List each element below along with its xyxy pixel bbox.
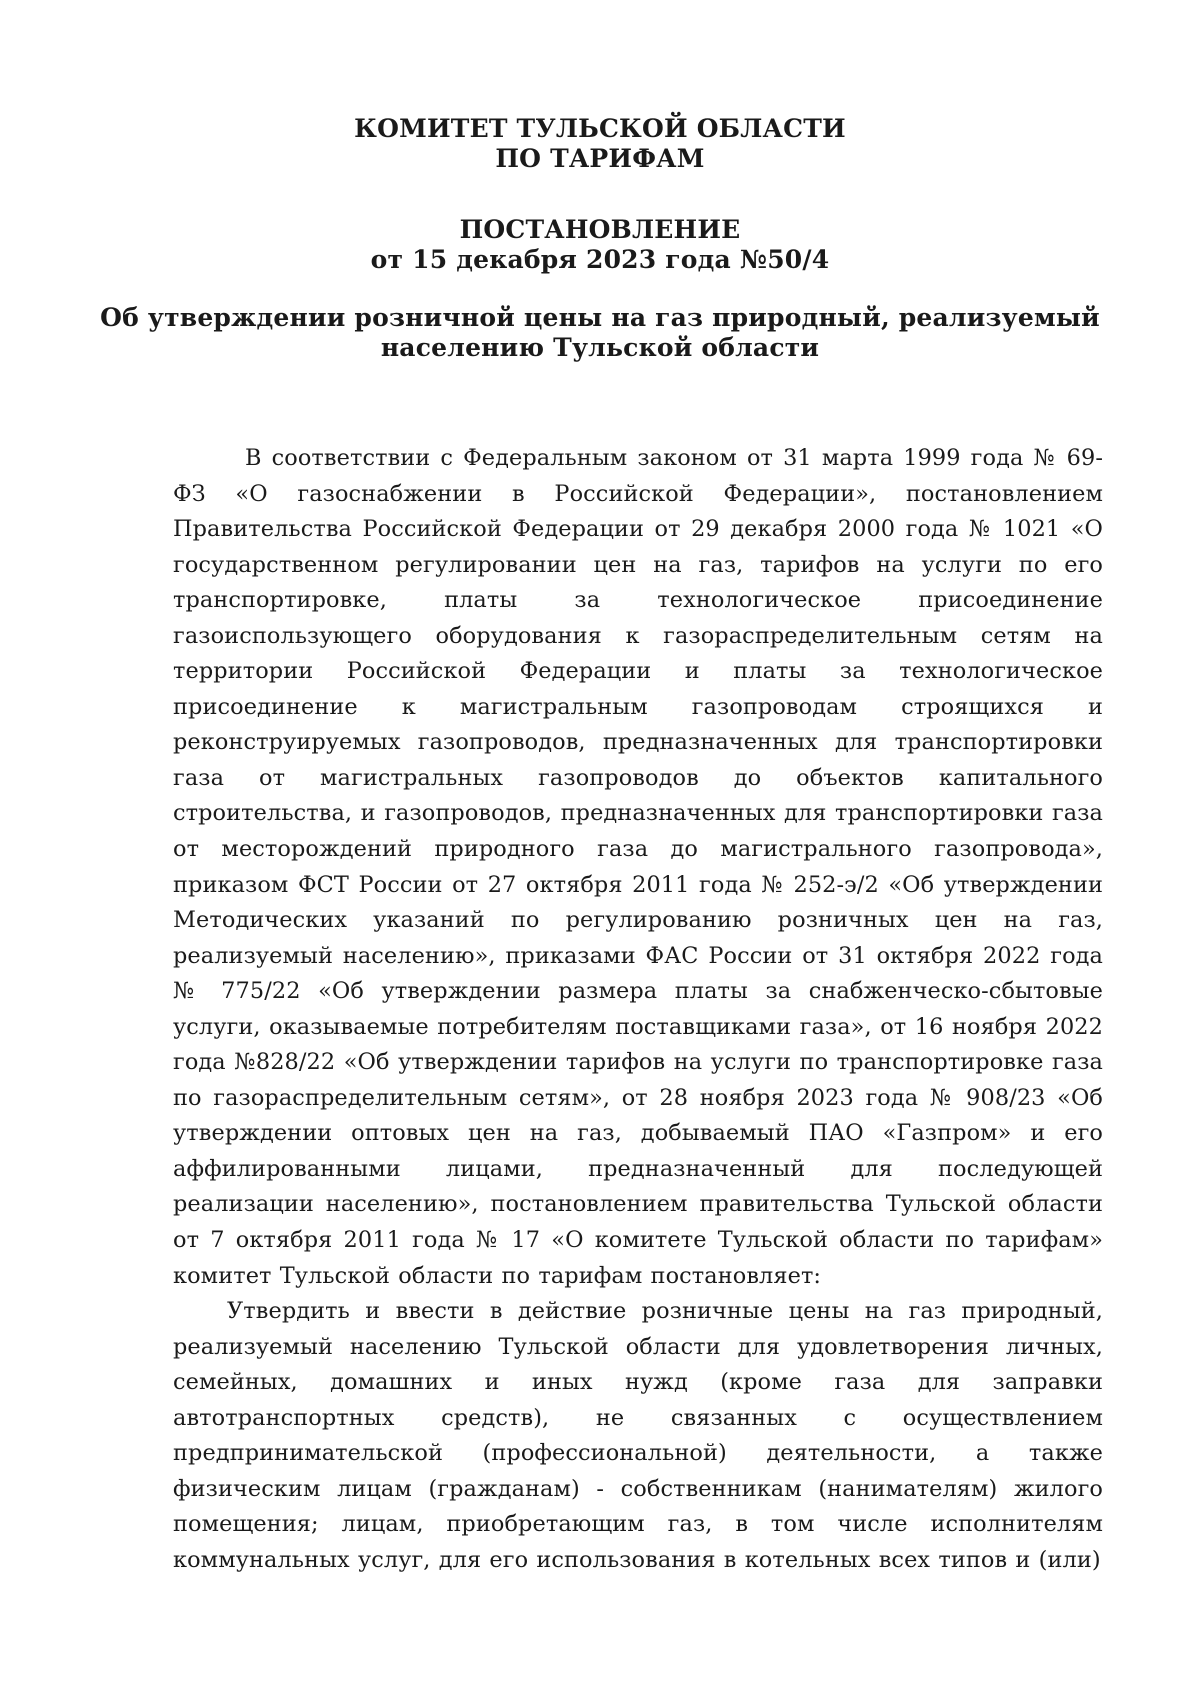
subject-line1: Об утверждении розничной цены на газ природный, реализуемый — [100, 303, 1100, 332]
document-type: ПОСТАНОВЛЕНИЕ — [459, 215, 741, 244]
committee-heading — [0, 114, 1200, 174]
decree-heading — [0, 215, 1200, 275]
resolution-paragraph: Утвердить и ввести в действие розничные цены на газ природный, реализуемый населению Тульской области для удовлетворения личных, семейных, домашних и иных нужд (кроме газа для заправки автотранспортных средств), не связанных с осуществлением предпринимательской (профессиональной) деятельности, а также физическим лицам (гражданам) - собственникам (нанимателям) жилого помещения; лицам, приобретающим газ, в том числе исполнителям коммунальных услуг, для его использования в котельных всех типов и (или) — [173, 1298, 1103, 1573]
document-subject — [0, 303, 1200, 363]
committee-name-line1: КОМИТЕТ ТУЛЬСКОЙ ОБЛАСТИ — [354, 114, 846, 143]
document-date-number: от 15 декабря 2023 года №50/4 — [370, 245, 830, 274]
committee-name-line2: ПО ТАРИФАМ — [495, 144, 705, 173]
preamble-paragraph: В соответствии с Федеральным законом от 31 марта 1999 года № 69-ФЗ «О газоснабжении в Российской Федерации», постановлением Правительства Российской Федерации от 29 декабря 2000 года № 1021 «О государственном регулировании цен на газ, тарифов на услуги по его транспортировке, платы за технологическое присоединение газоиспользующего оборудования к газораспределительным сетям на территории Российской Федерации и платы за технологическое присоединение к магистральным газопроводам строящихся и реконструируемых газопроводов, предназначенных для транспортировки газа от магистральных газопроводов до объектов капитального строительства, и газопроводов, предназначенных для транспортировки газа от месторождений природного газа до магистрального газопровода», приказом ФСТ России от 27 октября 2011 года № 252-э/2 «Об утверждении Методических указаний по регулированию розничных цен на газ, реализуемый населению», приказами ФАС России от 31 октября 2022 года № 775/22 «Об утверждении размера платы за снабженческо-сбытовые услуги, оказываемые потребителям поставщиками газа», от 16 ноября 2022 года №828/22 «Об утверждении тарифов на услуги по транспортировке газа по газораспределительным сетям», от 28 ноября 2023 года № 908/23 «Об утверждении оптовых цен на газ, добываемый ПАО «Газпром» и его аффилированными лицами, предназначенный для последующей реализации населению», постановлением правительства Тульской области от 7 октября 2011 года № 17 «О комитете Тульской области по тарифам» комитет Тульской области по тарифам постановляет: — [173, 445, 1103, 1289]
document-body — [173, 441, 1103, 1579]
subject-line2: населению Тульской области — [380, 333, 820, 362]
